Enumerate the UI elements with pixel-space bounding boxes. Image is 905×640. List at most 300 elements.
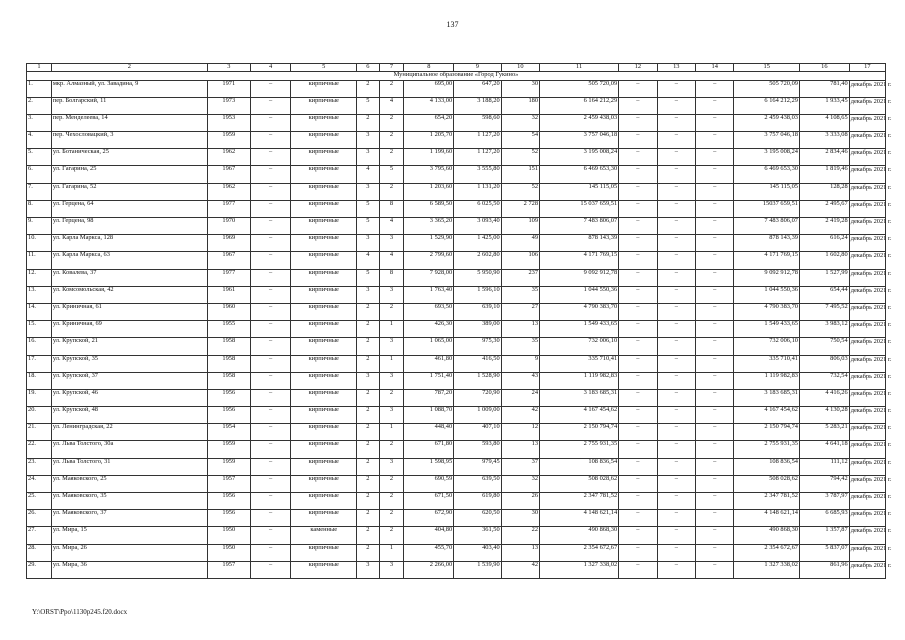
- table-cell: 4 416,26: [799, 389, 849, 406]
- table-cell: 3: [379, 286, 404, 303]
- table-cell: пер. Чехословацкий, 3: [51, 132, 207, 149]
- table-cell: 426,30: [404, 321, 454, 338]
- table-cell: 108 836,54: [540, 458, 619, 475]
- table-cell: 1 327 338,02: [540, 561, 619, 578]
- table-cell: мкр. Алмазный, ул. Завадина, 9: [51, 80, 207, 97]
- table-cell: –: [619, 355, 657, 372]
- table-cell: 647,20: [454, 80, 501, 97]
- table-cell: –: [250, 475, 291, 492]
- table-cell: кирпичные: [291, 338, 357, 355]
- table-cell: кирпичные: [291, 475, 357, 492]
- table-cell: декабрь 2021 г.: [849, 286, 885, 303]
- table-cell: 1969: [207, 235, 250, 252]
- column-number: 12: [619, 64, 657, 72]
- table-cell: 1955: [207, 321, 250, 338]
- table-cell: 3 333,08: [799, 132, 849, 149]
- table-cell: 3 983,12: [799, 321, 849, 338]
- table-cell: 671,80: [404, 441, 454, 458]
- table-cell: 6 685,93: [799, 510, 849, 527]
- table-cell: 620,50: [454, 510, 501, 527]
- table-cell: –: [696, 389, 734, 406]
- table-cell: 30: [501, 80, 539, 97]
- table-cell: 4 133,00: [404, 97, 454, 114]
- table-cell: ул. Мира, 36: [51, 561, 207, 578]
- table-cell: 2: [357, 544, 380, 561]
- table-row: [27, 149, 886, 166]
- table-cell: 2: [379, 493, 404, 510]
- table-cell: –: [696, 493, 734, 510]
- table-cell: 1959: [207, 441, 250, 458]
- table-cell: 404,80: [404, 527, 454, 544]
- table-cell: –: [696, 80, 734, 97]
- table-row: [27, 132, 886, 149]
- table-cell: 1 596,10: [454, 286, 501, 303]
- table-cell: –: [657, 235, 695, 252]
- table-cell: 2: [357, 338, 380, 355]
- column-number: 4: [250, 64, 291, 72]
- table-cell: 2: [357, 458, 380, 475]
- table-cell: 455,70: [404, 544, 454, 561]
- table-cell: –: [657, 424, 695, 441]
- column-number: 14: [696, 64, 734, 72]
- table-cell: 4 130,28: [799, 407, 849, 424]
- table-cell: 794,42: [799, 475, 849, 492]
- table-cell: 1 528,90: [454, 372, 501, 389]
- table-row: [27, 338, 886, 355]
- table-cell: –: [657, 149, 695, 166]
- table-cell: 32: [501, 475, 539, 492]
- table-cell: 109: [501, 218, 539, 235]
- table-cell: декабрь 2021 г.: [849, 235, 885, 252]
- table-cell: ул. Мира, 26: [51, 544, 207, 561]
- table-cell: 1970: [207, 218, 250, 235]
- table-row: [27, 389, 886, 406]
- table-cell: –: [619, 80, 657, 97]
- table-cell: кирпичные: [291, 321, 357, 338]
- footer-file-path: Y:\ORST\Ppo\1130p245.f20.docx: [32, 608, 128, 616]
- table-cell: 448,40: [404, 424, 454, 441]
- table-cell: 30: [501, 510, 539, 527]
- table-cell: декабрь 2021 г.: [849, 510, 885, 527]
- table-row: [27, 475, 886, 492]
- table-cell: 37: [501, 458, 539, 475]
- table-cell: 3: [357, 132, 380, 149]
- table-cell: –: [619, 441, 657, 458]
- table-cell: 26.: [27, 510, 52, 527]
- table-cell: –: [250, 561, 291, 578]
- table-cell: 29.: [27, 561, 52, 578]
- table-cell: 13: [501, 544, 539, 561]
- table-cell: 975,30: [454, 338, 501, 355]
- table-cell: 2 459 438,03: [540, 114, 619, 131]
- table-cell: кирпичные: [291, 132, 357, 149]
- table-cell: 1 203,60: [404, 183, 454, 200]
- table-cell: 1 127,20: [454, 149, 501, 166]
- table-row: [27, 458, 886, 475]
- table-row: [27, 218, 886, 235]
- table-cell: кирпичные: [291, 424, 357, 441]
- table-cell: –: [696, 149, 734, 166]
- table-cell: декабрь 2021 г.: [849, 114, 885, 131]
- table-cell: кирпичные: [291, 183, 357, 200]
- table-cell: декабрь 2021 г.: [849, 561, 885, 578]
- table-cell: –: [619, 493, 657, 510]
- table-cell: ул. Маяковского, 25: [51, 475, 207, 492]
- table-cell: –: [657, 338, 695, 355]
- table-cell: 335 710,41: [734, 355, 800, 372]
- table-cell: 4 148 621,14: [734, 510, 800, 527]
- table-cell: 3 757 046,18: [734, 132, 800, 149]
- table-cell: 6.: [27, 166, 52, 183]
- table-cell: 9 092 912,78: [734, 269, 800, 286]
- table-cell: декабрь 2021 г.: [849, 183, 885, 200]
- table-cell: –: [657, 252, 695, 269]
- table-cell: 4: [379, 97, 404, 114]
- table-cell: 4 641,18: [799, 441, 849, 458]
- table-cell: 2: [357, 527, 380, 544]
- table-cell: 2: [379, 441, 404, 458]
- table-cell: 2: [379, 303, 404, 320]
- table-cell: 4 148 621,14: [540, 510, 619, 527]
- table-cell: 1 131,20: [454, 183, 501, 200]
- table-cell: 35: [501, 286, 539, 303]
- table-row: [27, 303, 886, 320]
- table-cell: 22.: [27, 441, 52, 458]
- table-cell: 2: [357, 424, 380, 441]
- table-cell: 3: [379, 561, 404, 578]
- table-cell: –: [657, 561, 695, 578]
- table-cell: –: [696, 510, 734, 527]
- table-cell: 5: [357, 97, 380, 114]
- table-cell: кирпичные: [291, 252, 357, 269]
- table-cell: –: [250, 372, 291, 389]
- table-cell: 7.: [27, 183, 52, 200]
- table-cell: 54: [501, 132, 539, 149]
- table-cell: 19.: [27, 389, 52, 406]
- table-cell: 335 710,41: [540, 355, 619, 372]
- table-cell: 1950: [207, 527, 250, 544]
- table-cell: –: [696, 200, 734, 217]
- table-cell: 616,24: [799, 235, 849, 252]
- table-cell: ул. Карла Маркса, 63: [51, 252, 207, 269]
- table-cell: 12: [501, 424, 539, 441]
- table-cell: ул. Крупской, 46: [51, 389, 207, 406]
- table-cell: –: [619, 527, 657, 544]
- table-cell: 2: [379, 475, 404, 492]
- table-cell: 2: [379, 149, 404, 166]
- table-cell: –: [696, 338, 734, 355]
- table-cell: 1957: [207, 561, 250, 578]
- table-cell: –: [619, 149, 657, 166]
- column-number: 13: [657, 64, 695, 72]
- table-cell: пер. Болгарский, 11: [51, 97, 207, 114]
- table-cell: 1956: [207, 493, 250, 510]
- table-cell: декабрь 2021 г.: [849, 475, 885, 492]
- table-cell: 3: [379, 338, 404, 355]
- column-number: 16: [799, 64, 849, 72]
- table-cell: 505 720,09: [734, 80, 800, 97]
- table-cell: 1: [379, 424, 404, 441]
- table-cell: –: [696, 458, 734, 475]
- table-cell: –: [619, 286, 657, 303]
- table-cell: 1 327 338,02: [734, 561, 800, 578]
- table-cell: 1962: [207, 149, 250, 166]
- table-cell: 1 065,00: [404, 338, 454, 355]
- table-cell: 1 127,20: [454, 132, 501, 149]
- table-cell: 361,50: [454, 527, 501, 544]
- table-cell: 9.: [27, 218, 52, 235]
- table-cell: ул. Ботаническая, 25: [51, 149, 207, 166]
- table-cell: 24: [501, 389, 539, 406]
- table-cell: 3: [357, 372, 380, 389]
- table-cell: 1954: [207, 424, 250, 441]
- table-cell: –: [250, 200, 291, 217]
- table-cell: декабрь 2021 г.: [849, 218, 885, 235]
- table-cell: 3 093,40: [454, 218, 501, 235]
- table-cell: –: [696, 286, 734, 303]
- table-cell: 1 009,00: [454, 407, 501, 424]
- table-cell: 6 025,50: [454, 200, 501, 217]
- table-cell: 13.: [27, 286, 52, 303]
- table-cell: –: [696, 97, 734, 114]
- table-cell: 1.: [27, 80, 52, 97]
- table-cell: декабрь 2021 г.: [849, 458, 885, 475]
- table-cell: 671,50: [404, 493, 454, 510]
- table-cell: 654,20: [404, 114, 454, 131]
- table-cell: 3: [379, 458, 404, 475]
- table-cell: 4 171 769,15: [540, 252, 619, 269]
- table-cell: 32: [501, 114, 539, 131]
- table-cell: 2 755 931,35: [734, 441, 800, 458]
- table-cell: –: [657, 441, 695, 458]
- table-cell: 1962: [207, 183, 250, 200]
- table-cell: 4: [379, 252, 404, 269]
- table-cell: 8: [379, 200, 404, 217]
- table-cell: –: [696, 183, 734, 200]
- table-cell: 2 459 438,03: [734, 114, 800, 131]
- table-cell: 2: [357, 80, 380, 97]
- table-cell: декабрь 2021 г.: [849, 166, 885, 183]
- table-cell: ул. Льва Толстого, 31: [51, 458, 207, 475]
- table-cell: 2: [357, 321, 380, 338]
- table-cell: 1: [379, 321, 404, 338]
- table-cell: ул. Льва Толстого, 30а: [51, 441, 207, 458]
- table-cell: –: [657, 183, 695, 200]
- table-row: [27, 166, 886, 183]
- table-cell: 1959: [207, 132, 250, 149]
- table-cell: 5: [357, 200, 380, 217]
- table-cell: 7 483 806,07: [734, 218, 800, 235]
- table-cell: –: [657, 355, 695, 372]
- table-cell: кирпичные: [291, 235, 357, 252]
- table-row: [27, 97, 886, 114]
- table-cell: 2 419,28: [799, 218, 849, 235]
- column-number: 5: [291, 64, 357, 72]
- table-cell: –: [657, 527, 695, 544]
- table-cell: 979,45: [454, 458, 501, 475]
- table-cell: 43: [501, 372, 539, 389]
- table-cell: ул. Комсомольская, 42: [51, 286, 207, 303]
- table-cell: 5: [379, 166, 404, 183]
- table-cell: кирпичные: [291, 286, 357, 303]
- table-cell: –: [657, 303, 695, 320]
- table-cell: 2: [357, 441, 380, 458]
- table-cell: 4 790 383,70: [734, 303, 800, 320]
- table-cell: 806,03: [799, 355, 849, 372]
- table-cell: 1953: [207, 114, 250, 131]
- table-cell: –: [696, 321, 734, 338]
- table-cell: –: [696, 132, 734, 149]
- table-cell: 3: [357, 286, 380, 303]
- table-cell: ул. Ленинградская, 22: [51, 424, 207, 441]
- table-cell: 1 119 982,83: [540, 372, 619, 389]
- table-cell: 15037 659,51: [734, 200, 800, 217]
- table-cell: –: [657, 286, 695, 303]
- table-cell: 2: [357, 510, 380, 527]
- table-cell: ул. Криничная, 69: [51, 321, 207, 338]
- table-cell: 2 150 794,74: [734, 424, 800, 441]
- table-cell: 1960: [207, 303, 250, 320]
- table-cell: –: [657, 200, 695, 217]
- table-cell: 1959: [207, 458, 250, 475]
- table-cell: 23.: [27, 458, 52, 475]
- table-cell: –: [657, 132, 695, 149]
- table-cell: 3 183 685,31: [540, 389, 619, 406]
- table-cell: ул. Маяковского, 37: [51, 510, 207, 527]
- table-row: [27, 372, 886, 389]
- column-number: 6: [357, 64, 380, 72]
- table-row: [27, 407, 886, 424]
- table-cell: –: [696, 561, 734, 578]
- table-cell: –: [619, 252, 657, 269]
- table-cell: 1973: [207, 97, 250, 114]
- table-cell: ул. Карла Маркса, 128: [51, 235, 207, 252]
- table-cell: ул. Криничная, 61: [51, 303, 207, 320]
- table-cell: –: [619, 321, 657, 338]
- table-cell: 1957: [207, 475, 250, 492]
- table-cell: 861,96: [799, 561, 849, 578]
- table-row: [27, 527, 886, 544]
- table-cell: 145 115,05: [540, 183, 619, 200]
- table-cell: –: [250, 114, 291, 131]
- table-cell: –: [696, 218, 734, 235]
- column-number: 9: [454, 64, 501, 72]
- table-cell: кирпичные: [291, 218, 357, 235]
- table-cell: –: [619, 407, 657, 424]
- table-cell: –: [250, 97, 291, 114]
- table-cell: –: [619, 235, 657, 252]
- table-cell: 20.: [27, 407, 52, 424]
- table-cell: 3: [357, 149, 380, 166]
- table-cell: 52: [501, 149, 539, 166]
- table-cell: 1 549 433,65: [734, 321, 800, 338]
- table-cell: кирпичные: [291, 510, 357, 527]
- table-cell: кирпичные: [291, 97, 357, 114]
- table-cell: декабрь 2021 г.: [849, 149, 885, 166]
- table-row: [27, 114, 886, 131]
- table-cell: 3.: [27, 114, 52, 131]
- table-cell: декабрь 2021 г.: [849, 372, 885, 389]
- table-cell: 1977: [207, 269, 250, 286]
- table-cell: 3 795,60: [404, 166, 454, 183]
- section-row: [27, 72, 886, 81]
- table-cell: 732 006,10: [540, 338, 619, 355]
- table-cell: –: [619, 166, 657, 183]
- table-cell: кирпичные: [291, 269, 357, 286]
- table-cell: 10.: [27, 235, 52, 252]
- table-cell: 15.: [27, 321, 52, 338]
- table-cell: 2 728: [501, 200, 539, 217]
- table-cell: декабрь 2021 г.: [849, 527, 885, 544]
- table-cell: декабрь 2021 г.: [849, 338, 885, 355]
- table-cell: кирпичные: [291, 458, 357, 475]
- table-cell: 13: [501, 441, 539, 458]
- table-cell: 5: [357, 269, 380, 286]
- table-cell: кирпичные: [291, 493, 357, 510]
- table-cell: 4: [357, 252, 380, 269]
- table-cell: 2: [379, 510, 404, 527]
- table-cell: –: [250, 252, 291, 269]
- table-cell: 4 790 383,70: [540, 303, 619, 320]
- table-cell: 9 092 912,78: [540, 269, 619, 286]
- table-cell: 2 347 781,52: [540, 493, 619, 510]
- table-row: [27, 561, 886, 578]
- table-cell: 2 354 672,67: [540, 544, 619, 561]
- table-cell: 3 195 008,24: [540, 149, 619, 166]
- table-row: [27, 355, 886, 372]
- table-cell: –: [696, 303, 734, 320]
- table-cell: 3 757 046,18: [540, 132, 619, 149]
- table-cell: 13: [501, 321, 539, 338]
- table-cell: 1967: [207, 166, 250, 183]
- column-number: 10: [501, 64, 539, 72]
- table-cell: 7 483 806,07: [540, 218, 619, 235]
- table-cell: 6 469 653,30: [734, 166, 800, 183]
- table-cell: –: [250, 218, 291, 235]
- table-cell: –: [619, 269, 657, 286]
- table-cell: 5 950,90: [454, 269, 501, 286]
- table-cell: 3: [357, 561, 380, 578]
- table-cell: –: [657, 458, 695, 475]
- table-cell: –: [696, 527, 734, 544]
- table-row: [27, 183, 886, 200]
- table-cell: 2: [357, 389, 380, 406]
- table-row: [27, 269, 886, 286]
- table-cell: 598,60: [454, 114, 501, 131]
- table-cell: –: [250, 166, 291, 183]
- table-cell: 2 755 931,35: [540, 441, 619, 458]
- table-cell: кирпичные: [291, 372, 357, 389]
- column-number: 1: [27, 64, 52, 72]
- table-cell: 1 529,90: [404, 235, 454, 252]
- table-cell: 1 763,40: [404, 286, 454, 303]
- table-row: [27, 80, 886, 97]
- table-cell: 5.: [27, 149, 52, 166]
- table-cell: 878 143,39: [540, 235, 619, 252]
- table-cell: –: [250, 458, 291, 475]
- column-number: 11: [540, 64, 619, 72]
- table-cell: 1 088,70: [404, 407, 454, 424]
- table-cell: 1 819,46: [799, 166, 849, 183]
- table-cell: 9: [501, 355, 539, 372]
- table-row: [27, 510, 886, 527]
- table-cell: 21.: [27, 424, 52, 441]
- table-cell: 1 044 550,36: [540, 286, 619, 303]
- table-cell: –: [619, 97, 657, 114]
- table-cell: 2: [379, 183, 404, 200]
- table-cell: 389,00: [454, 321, 501, 338]
- table-cell: декабрь 2021 г.: [849, 200, 885, 217]
